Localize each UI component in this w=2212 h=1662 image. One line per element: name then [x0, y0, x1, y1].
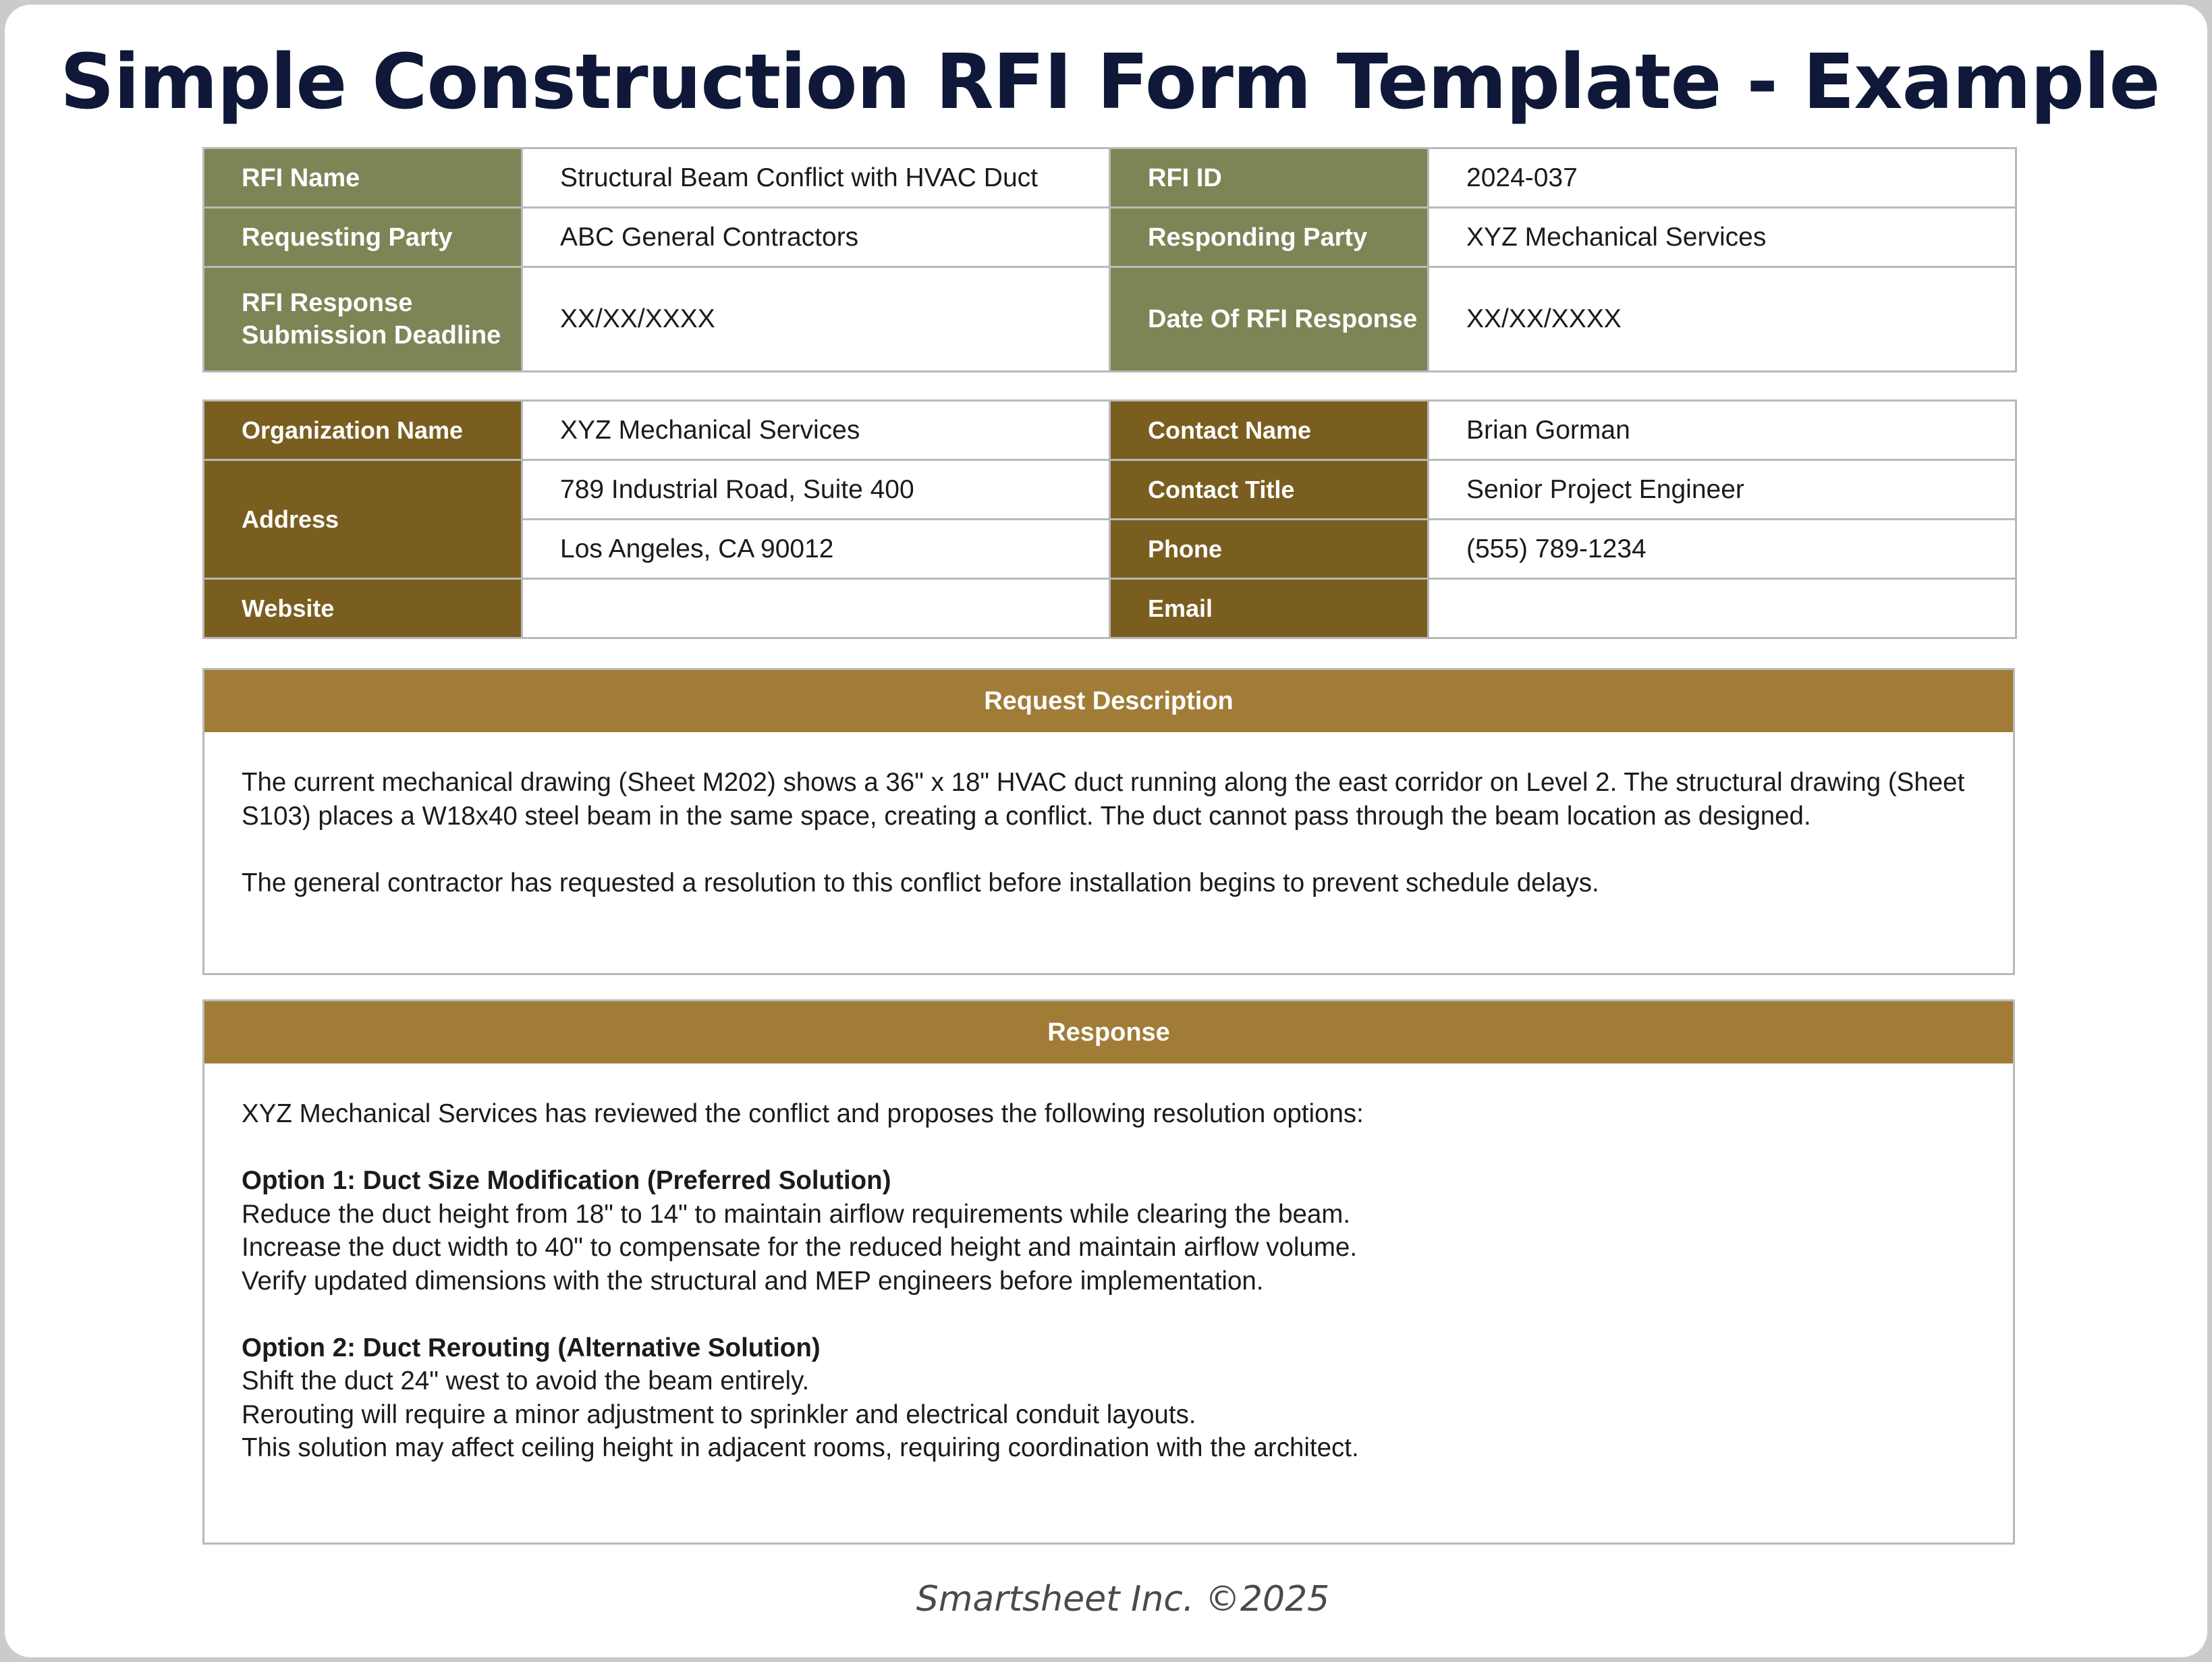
- option-line: Reduce the duct height from 18" to 14" to maintain airflow requirements while clearing the beam.: [242, 1199, 1351, 1229]
- response-date-field[interactable]: XX/XX/XXXX: [1429, 267, 2016, 372]
- table-row: [204, 579, 2016, 638]
- response-intro: XYZ Mechanical Services has reviewed the conflict and proposes the following resolution options:: [242, 1099, 1364, 1128]
- contact-name-label: Contact Name: [1110, 401, 1429, 460]
- option-line: Shift the duct 24" west to avoid the beam entirely.: [242, 1366, 810, 1395]
- option-line: Rerouting will require a minor adjustment to sprinkler and electrical conduit layouts.: [242, 1400, 1196, 1429]
- request-paragraph: The general contractor has requested a resolution to this conflict before installation begins to prevent schedule delays.: [242, 868, 1599, 897]
- table-row: [204, 208, 2016, 267]
- option-title: Option 2: Duct Rerouting (Alternative Solution): [242, 1333, 821, 1362]
- response-section: [202, 999, 2015, 1545]
- response-body[interactable]: [204, 1063, 2013, 1465]
- website-field[interactable]: [522, 579, 1110, 638]
- org-name-label: Organization Name: [204, 401, 522, 460]
- organization-table: [202, 399, 2017, 639]
- option-line: Increase the duct width to 40" to compensate for the reduced height and maintain airflow volume.: [242, 1233, 1358, 1262]
- rfi-id-field[interactable]: 2024-037: [1429, 148, 2016, 208]
- requesting-party-field[interactable]: ABC General Contractors: [522, 208, 1110, 267]
- table-row: [204, 460, 2016, 520]
- response-heading: Response: [204, 1001, 2013, 1063]
- email-field[interactable]: [1429, 579, 2016, 638]
- requesting-party-label: Requesting Party: [204, 208, 522, 267]
- request-description-heading: Request Description: [204, 670, 2013, 732]
- address-line1-field[interactable]: 789 Industrial Road, Suite 400: [522, 460, 1110, 520]
- address-label: Address: [204, 460, 522, 579]
- copyright-footer: Smartsheet Inc. ©2025: [916, 1579, 1330, 1619]
- org-name-field[interactable]: XYZ Mechanical Services: [522, 401, 1110, 460]
- option-title: Option 1: Duct Size Modification (Preferred Solution): [242, 1166, 891, 1195]
- table-row: [204, 267, 2016, 372]
- responding-party-label: Responding Party: [1110, 208, 1429, 267]
- phone-label: Phone: [1110, 520, 1429, 579]
- response-deadline-field[interactable]: XX/XX/XXXX: [522, 267, 1110, 372]
- address-line2-field[interactable]: Los Angeles, CA 90012: [522, 520, 1110, 579]
- response-date-label: Date Of RFI Response: [1110, 267, 1429, 372]
- contact-title-field[interactable]: Senior Project Engineer: [1429, 460, 2016, 520]
- email-label: Email: [1110, 579, 1429, 638]
- table-row: [204, 148, 2016, 208]
- rfi-name-label: RFI Name: [204, 148, 522, 208]
- request-description-section: [202, 668, 2015, 975]
- page-title: Simple Construction RFI Form Template - Example: [60, 38, 2160, 126]
- responding-party-field[interactable]: XYZ Mechanical Services: [1429, 208, 2016, 267]
- rfi-name-field[interactable]: Structural Beam Conflict with HVAC Duct: [522, 148, 1110, 208]
- contact-title-label: Contact Title: [1110, 460, 1429, 520]
- table-row: [204, 401, 2016, 460]
- website-label: Website: [204, 579, 522, 638]
- request-paragraph: The current mechanical drawing (Sheet M202) shows a 36" x 18" HVAC duct running along the east corridor on Level 2. The structural drawing (Sheet S103) places a W18x40 steel beam in the same space, creating a conflict. The duct cannot pass through the beam location as designed.: [242, 768, 1965, 831]
- rfi-info-table: [202, 147, 2017, 372]
- contact-name-field[interactable]: Brian Gorman: [1429, 401, 2016, 460]
- document-page: [5, 5, 2207, 1657]
- option-line: This solution may affect ceiling height in adjacent rooms, requiring coordination with the architect.: [242, 1433, 1359, 1462]
- phone-field[interactable]: (555) 789-1234: [1429, 520, 2016, 579]
- response-deadline-label: RFI Response Submission Deadline: [204, 267, 522, 372]
- option-line: Verify updated dimensions with the structural and MEP engineers before implementation.: [242, 1266, 1264, 1296]
- request-description-body[interactable]: [204, 732, 2013, 899]
- rfi-id-label: RFI ID: [1110, 148, 1429, 208]
